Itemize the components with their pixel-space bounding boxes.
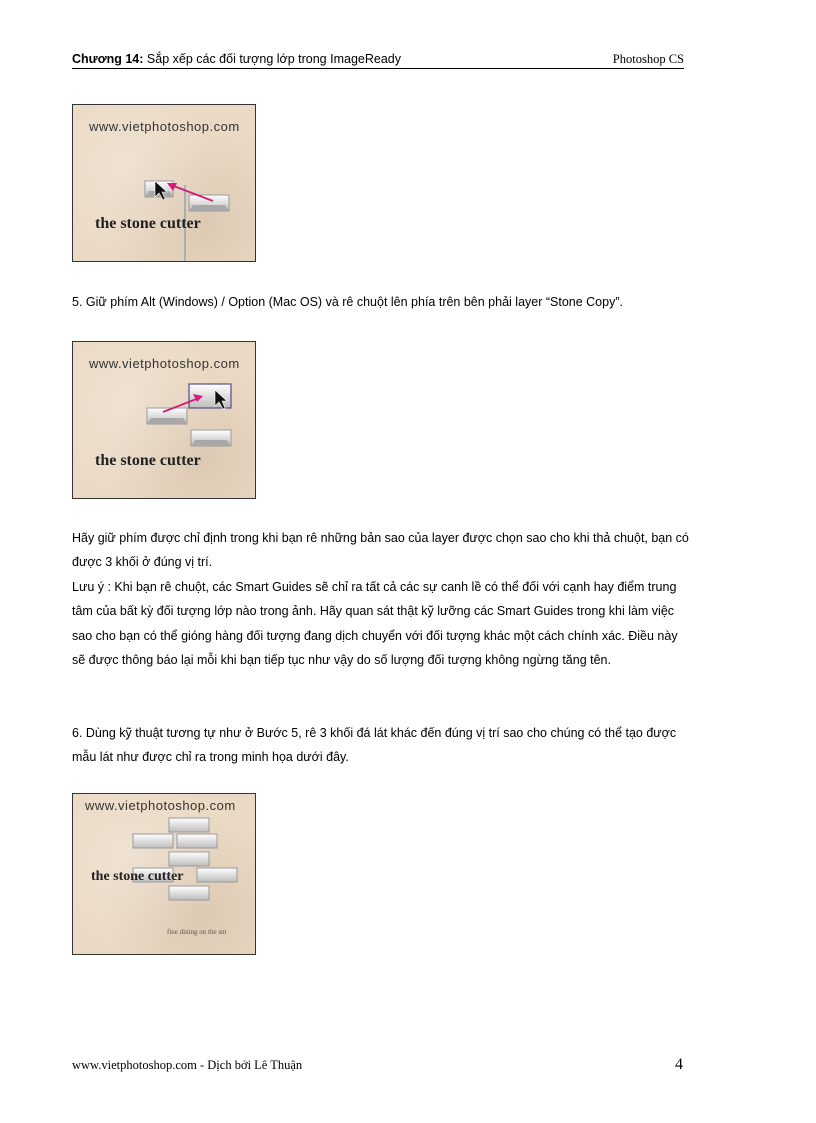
stone-block [177, 834, 217, 848]
figure-1 [72, 104, 256, 262]
figure-2-artwork [73, 342, 255, 498]
figure-2-url: www.vietphotoshop.com [89, 356, 240, 371]
chapter-heading [72, 52, 401, 66]
figure-1-artwork [73, 105, 255, 261]
step-6-text: 6. Dùng kỹ thuật tương tự như ở Bước 5, rê 3 khối đá lát khác đến đúng vị trí sao cho chúng có thể tạo được mẫu lát như được chỉ ra trong minh họa dưới đây. [72, 726, 677, 765]
figure-2 [72, 341, 256, 499]
product-name: Photoshop CS [612, 52, 684, 66]
stone-block [133, 834, 173, 848]
figure-1-brand: the stone cutter [95, 215, 201, 232]
hold-key-note: Hãy giữ phím được chỉ định trong khi bạn rê những bản sao của layer được chọn sao cho khi thả chuột, bạn có được 3 khối ở đúng vị trí. [72, 531, 689, 570]
page-number: 4 [675, 1056, 683, 1073]
figure-1-url: www.vietphotoshop.com [89, 119, 240, 134]
stone-block [191, 430, 231, 446]
figure-3-brand: the stone cutter [91, 869, 184, 884]
figure-2-brand: the stone cutter [95, 452, 201, 469]
chapter-title: Sắp xếp các đối tượng lớp trong ImageReady [146, 52, 401, 66]
page-header [72, 52, 684, 69]
stone-block [169, 852, 209, 866]
figure-3-tagline: fine dining on the sm [167, 928, 227, 936]
stone-block [189, 195, 229, 211]
stone-block [169, 818, 209, 832]
chapter-label: Chương 14: [72, 52, 144, 66]
figure-3 [72, 793, 256, 955]
figure-3-url: www.vietphotoshop.com [85, 798, 236, 813]
step-5-text: 5. Giữ phím Alt (Windows) / Option (Mac OS) và rê chuột lên phía trên bên phải layer “Stone Copy”. [72, 295, 623, 309]
footer-credit: www.vietphotoshop.com - Dịch bởi Lê Thuận [72, 1058, 303, 1072]
smart-guides-warning: Lưu ý : Khi bạn rê chuột, các Smart Guides sẽ chỉ ra tất cả các sự canh lề có thể đối với cạnh hay điểm trung tâm của bất kỳ đối tượng lớp nào trong ảnh. Hãy quan sát thật kỹ lưỡng các Smart Guides trong khi làm việc sao cho bạn có thể gióng hàng đối tượng đang dịch chuyển với đối tượng khác một cách chính xác. Điều này sẽ được thông báo lại mỗi khi bạn tiếp tục như vậy do số lượng đối tượng không ngừng tăng tên. [72, 580, 678, 667]
stone-block [169, 886, 209, 900]
stone-block [197, 868, 237, 882]
